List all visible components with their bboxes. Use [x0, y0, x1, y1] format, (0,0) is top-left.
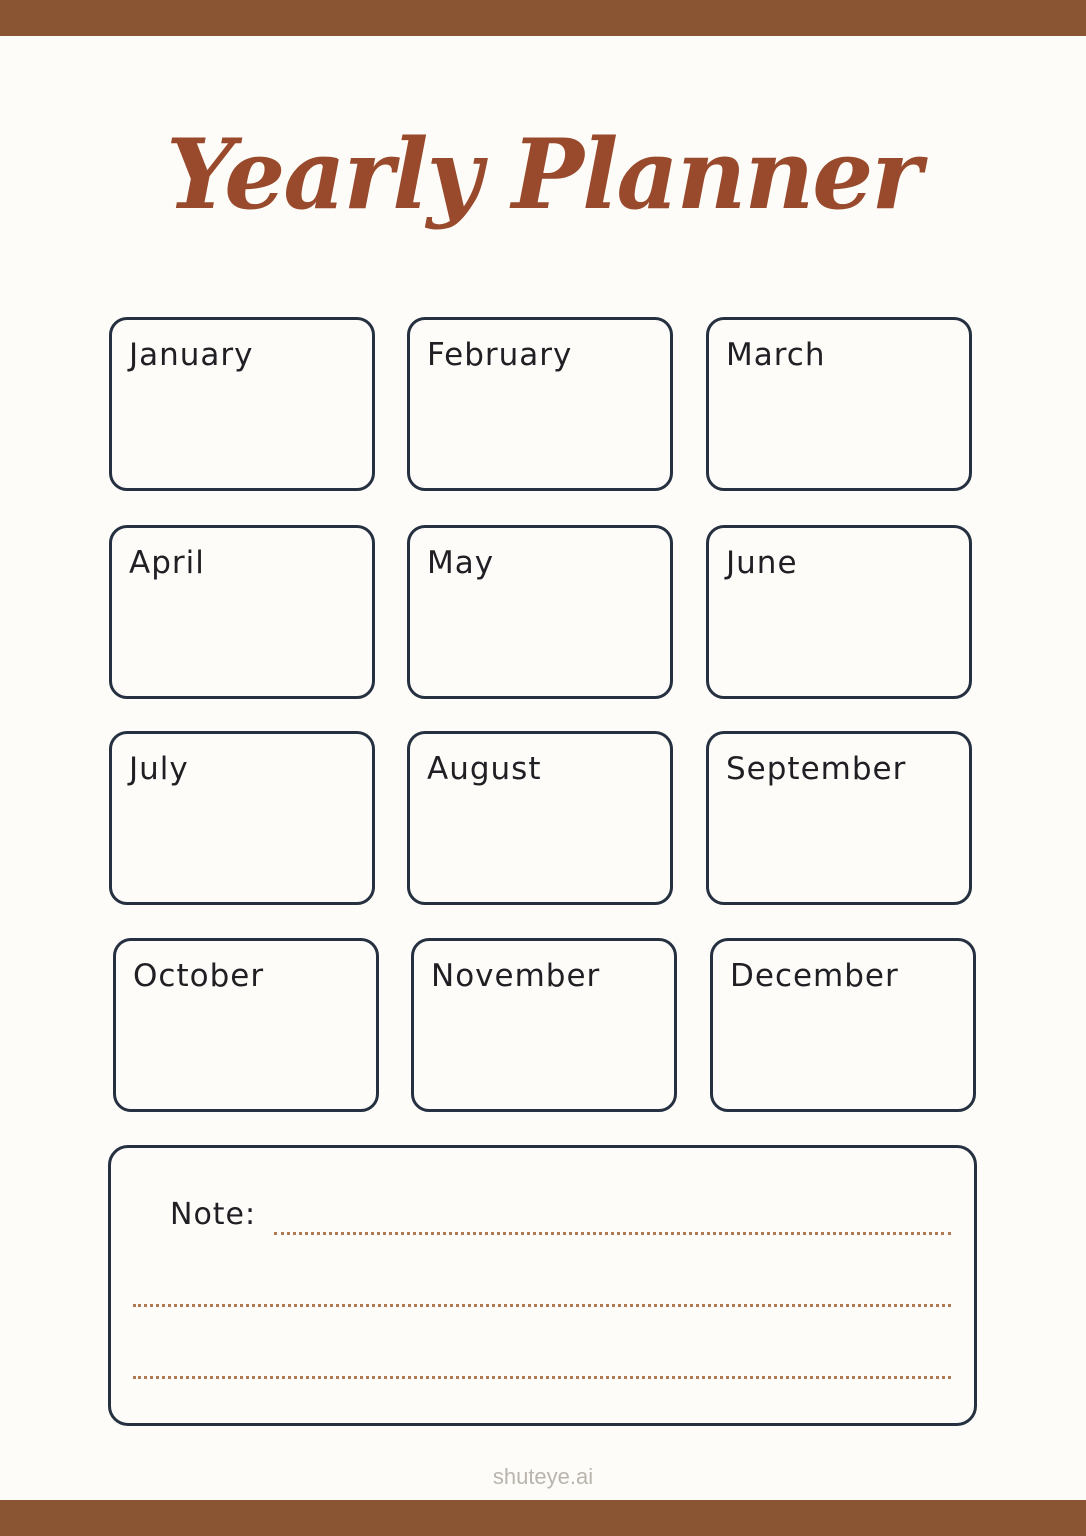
month-box-october[interactable]: [113, 938, 379, 1112]
month-label: January: [129, 337, 254, 373]
month-box-december[interactable]: [710, 938, 976, 1112]
month-box-may[interactable]: [407, 525, 673, 699]
month-box-november[interactable]: [411, 938, 677, 1112]
month-box-april[interactable]: [109, 525, 375, 699]
top-border-band: [0, 0, 1086, 36]
note-dotted-line: [133, 1304, 951, 1307]
month-label: February: [427, 337, 573, 373]
month-box-june[interactable]: [706, 525, 972, 699]
note-dotted-line: [133, 1376, 951, 1379]
month-label: April: [129, 545, 205, 581]
note-label: Note:: [170, 1197, 257, 1232]
page-title: Yearly Planner: [166, 118, 920, 231]
month-label: May: [427, 545, 495, 581]
month-box-july[interactable]: [109, 731, 375, 905]
month-box-february[interactable]: [407, 317, 673, 491]
month-box-january[interactable]: [109, 317, 375, 491]
month-label: October: [133, 958, 265, 994]
month-label: July: [129, 751, 189, 787]
month-label: December: [730, 958, 899, 994]
month-label: June: [726, 545, 798, 581]
bottom-border-band: [0, 1500, 1086, 1536]
month-box-march[interactable]: [706, 317, 972, 491]
month-label: September: [726, 751, 907, 787]
month-label: March: [726, 337, 826, 373]
month-box-august[interactable]: [407, 731, 673, 905]
month-label: August: [427, 751, 542, 787]
month-box-september[interactable]: [706, 731, 972, 905]
note-box[interactable]: [108, 1145, 977, 1426]
note-dotted-line: [274, 1232, 951, 1235]
month-label: November: [431, 958, 601, 994]
footer-watermark: shuteye.ai: [492, 1464, 594, 1489]
